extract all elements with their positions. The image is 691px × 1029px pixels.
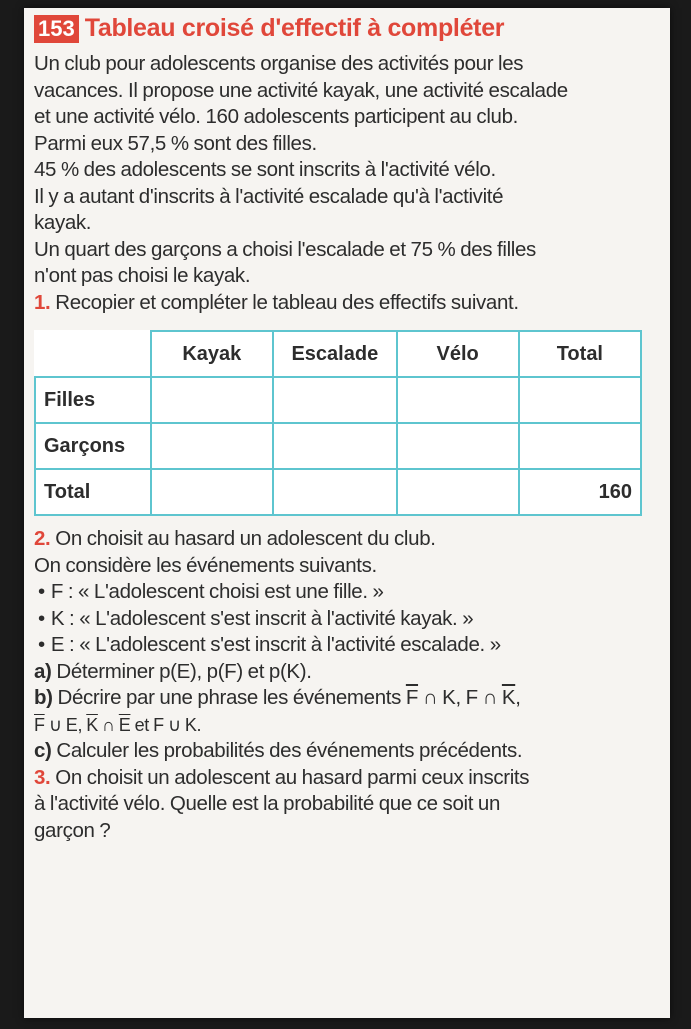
row-header: Filles [35,377,151,423]
table-corner-cell [35,331,151,377]
subquestion-text: Décrire par une phrase les événements [57,686,406,709]
event-complement: $\overline{K}$ [86,714,98,735]
subquestion-text: ∪ E, [44,714,87,735]
exercise-title: Tableau croisé d'effectif à compléter [84,14,505,42]
question-2 [34,526,664,765]
column-header: Total [519,331,641,377]
event-complement: $\overline{K}$ [501,686,516,709]
event-complement: $\overline{F}$ [405,686,419,709]
intro-line: 45 % des adolescents se sont inscrits à l'activité vélo. [34,158,496,181]
question-3 [34,765,664,845]
event-complement: $\overline{E}$ [118,714,131,735]
table-cell [273,423,396,469]
question-3-line: à l'activité vélo. Quelle est la probabilité que ce soit un [34,792,500,815]
intro-line: Un quart des garçons a choisi l'escalade et 75 % des filles [34,237,536,261]
table-cell [519,377,641,423]
row-header: Garçons [35,423,151,469]
table-cell [397,423,519,469]
table-cell [273,377,396,423]
intro-line: et une activité vélo. 160 adolescents participent au club. [34,105,518,128]
row-header: Total [35,469,151,515]
subquestion-text: ∩ K, F ∩ [418,686,502,709]
intro-paragraph [34,51,664,290]
subquestion-text: ∩ [97,714,119,735]
question-number: 2. [34,527,51,550]
table-cell [397,469,519,515]
column-header: Escalade [273,331,396,377]
effectifs-table-wrapper [34,330,664,516]
subquestion-text: Calculer les probabilités des événements précédents. [56,739,523,762]
event-item: • K : « L'adolescent s'est inscrit à l'activité kayak. » [34,606,664,633]
subquestion-text: , [515,686,521,709]
exercise-header [34,14,664,43]
intro-line: Il y a autant d'inscrits à l'activité escalade qu'à l'activité [34,184,504,208]
question-number: 1. [34,290,51,314]
intro-line: vacances. Il propose une activité kayak, une activité escalade [34,78,568,102]
table-cell [273,469,396,515]
question-1 [34,290,664,317]
question-text: On choisit au hasard un adolescent du club. [55,527,436,550]
exercise-content [34,14,664,844]
subquestion-a [34,659,664,686]
question-text: On choisit un adolescent au hasard parmi ceux inscrits [55,765,530,789]
subquestion-label: b) [34,686,53,709]
question-number: 3. [34,765,51,789]
table-cell [397,377,519,423]
total-cell: 160 [519,469,641,515]
textbook-page [24,8,670,1018]
question-2-intro [34,526,664,553]
table-cell [519,423,641,469]
table-row [35,423,641,469]
event-item: • F : « L'adolescent choisi est une fille. » [34,579,664,606]
table-cell [151,377,274,423]
subquestion-text: et F ∪ K. [130,714,202,735]
table-cell [151,423,274,469]
column-header: Kayak [151,331,274,377]
table-row [35,469,641,515]
column-header: Vélo [397,331,519,377]
intro-line: kayak. [34,211,92,234]
subquestion-b [34,685,664,738]
subquestion-text: Déterminer p(E), p(F) et p(K). [56,659,312,683]
question-text: Recopier et compléter le tableau des effectifs suivant. [55,290,519,314]
question-3-line: garçon ? [34,818,111,842]
subquestion-label: a) [34,659,52,683]
table-cell [151,469,274,515]
intro-line: Parmi eux 57,5 % sont des filles. [34,131,317,155]
table-row [35,377,641,423]
exercise-number-badge: 153 [34,15,79,43]
effectifs-table [34,330,642,516]
table-header-row [35,331,641,377]
intro-line: Un club pour adolescents organise des activités pour les [34,52,524,75]
question-text: On considère les événements suivants. [34,553,377,577]
question-3-line [34,765,664,792]
subquestion-c [34,738,664,765]
intro-line: n'ont pas choisi le kayak. [34,264,251,287]
event-item: • E : « L'adolescent s'est inscrit à l'activité escalade. » [34,632,664,659]
subquestion-label: c) [34,739,52,762]
event-complement: $\overline{F}$ [34,714,45,735]
